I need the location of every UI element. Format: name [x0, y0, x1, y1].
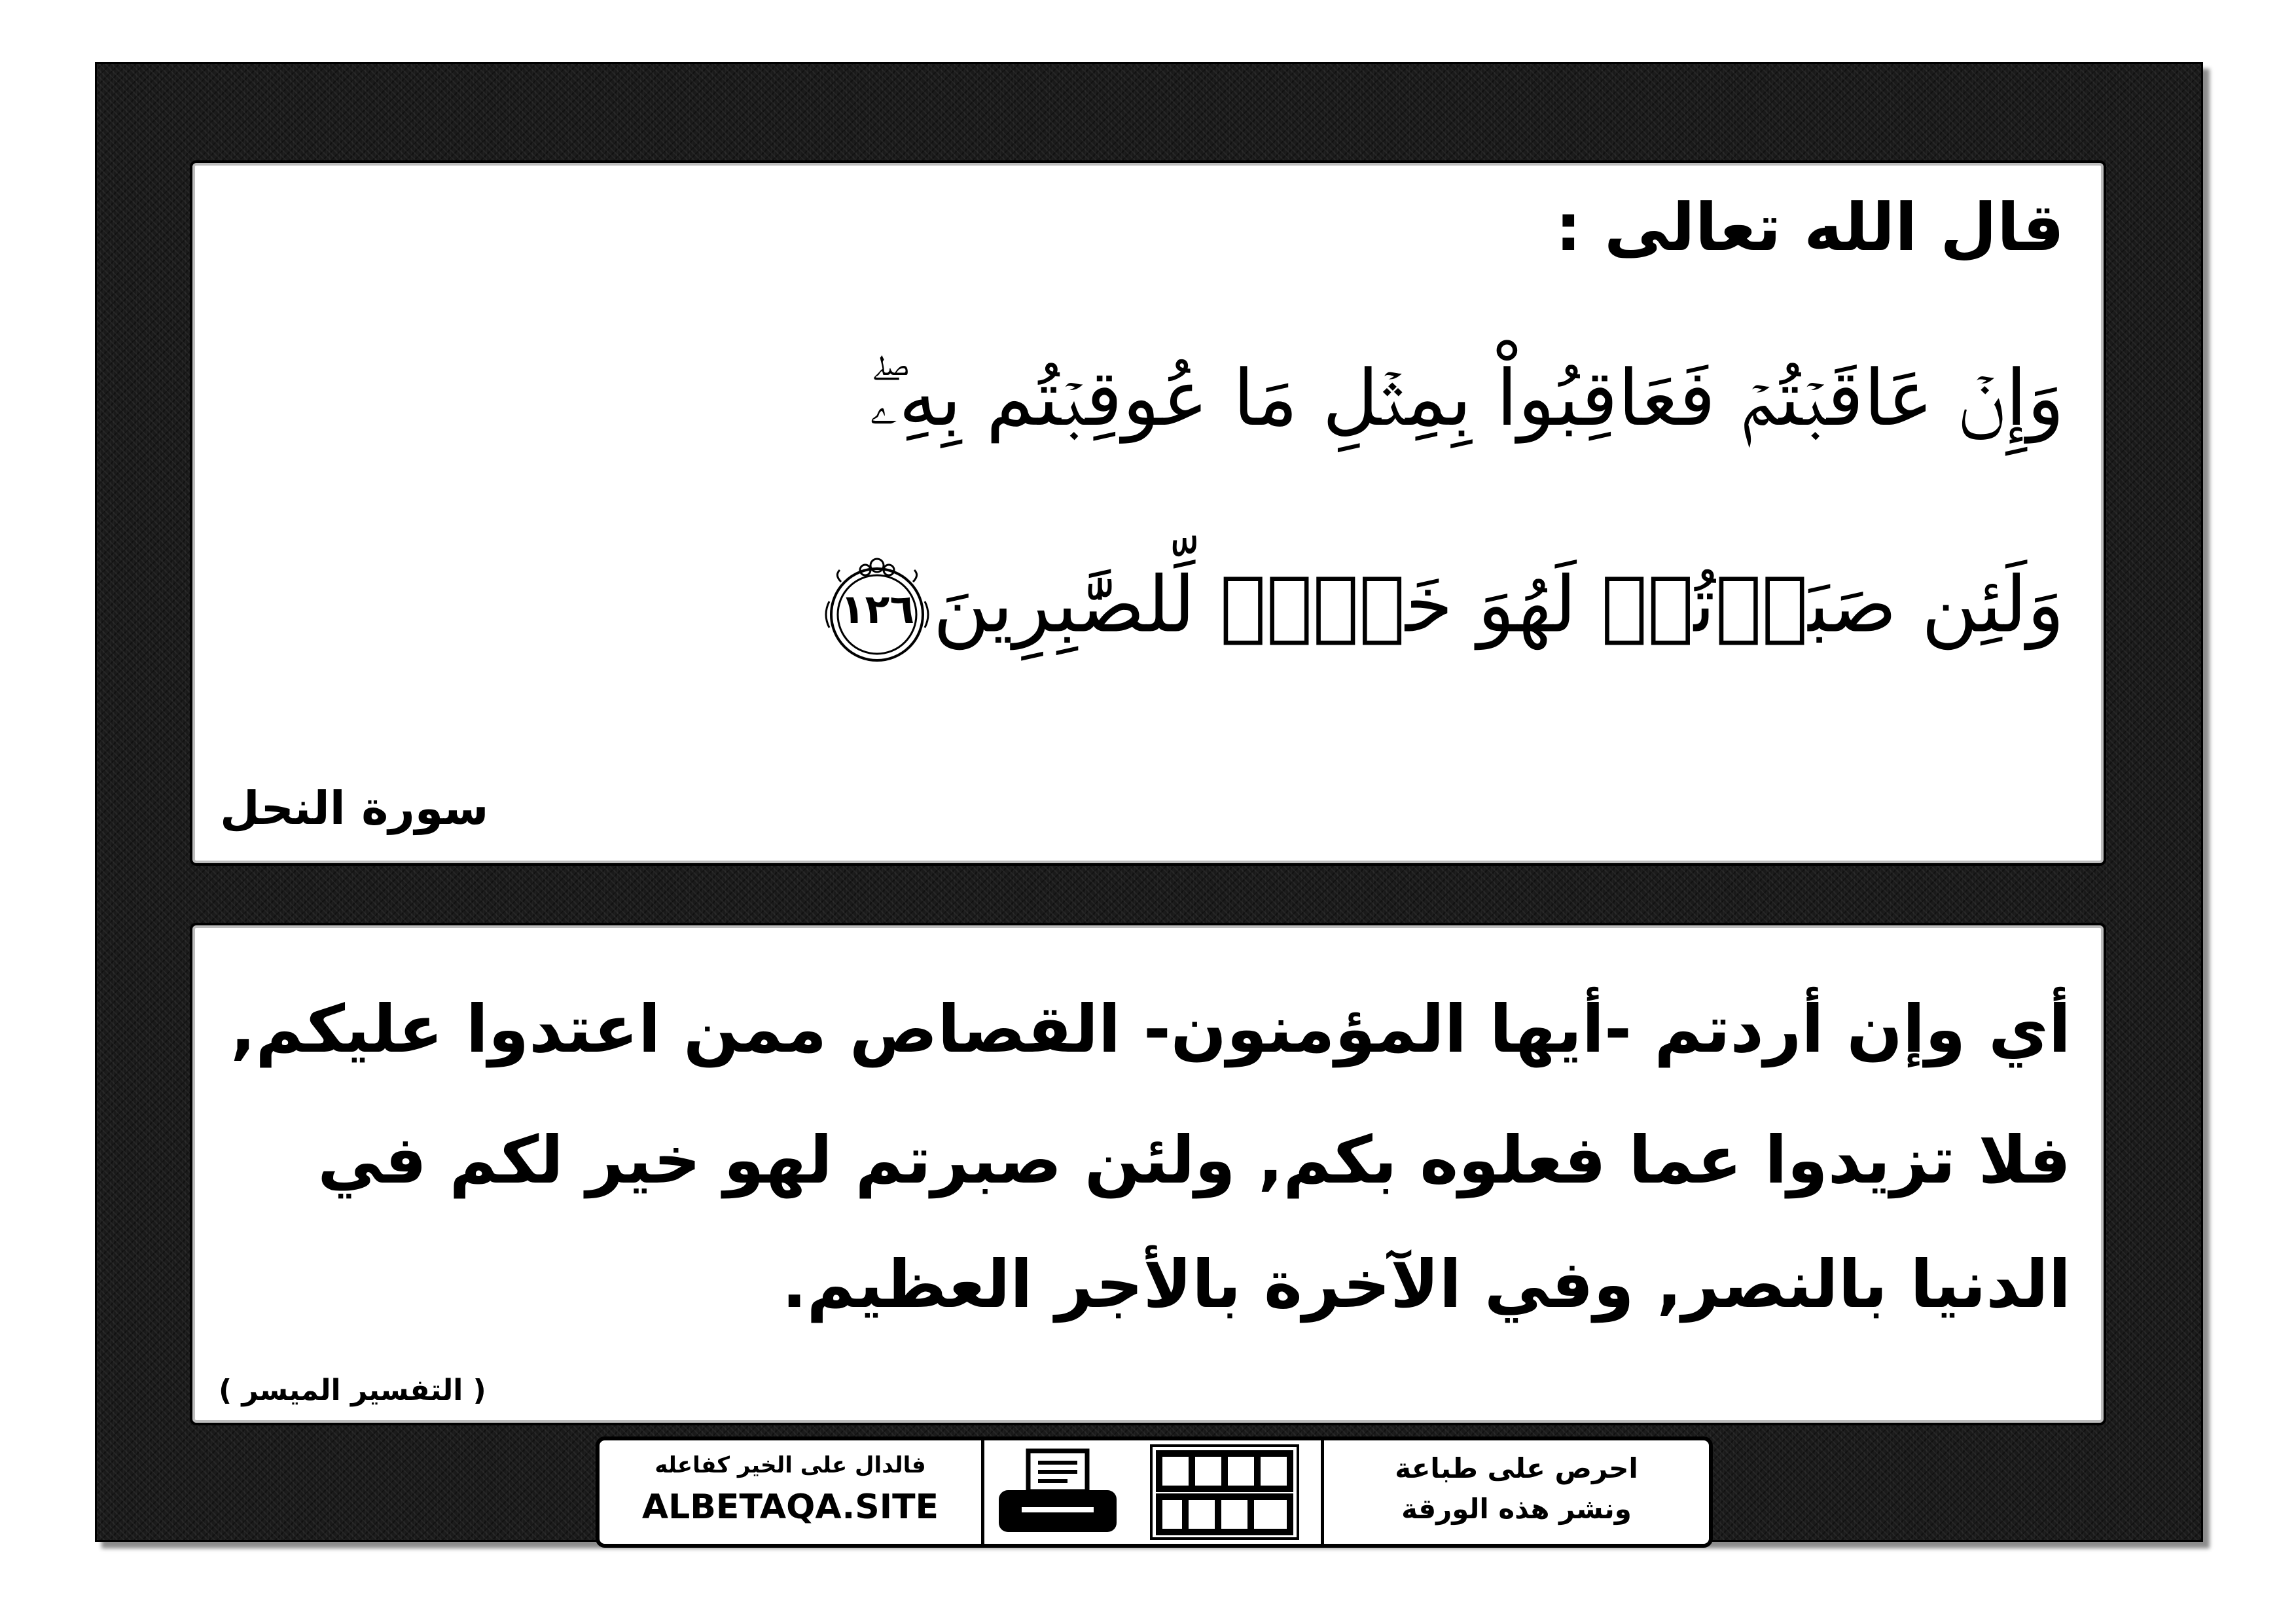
dawat-alwaraqa-logo: [1146, 1442, 1303, 1543]
verse-line-2-container: [808, 556, 2064, 667]
verse-panel: [190, 160, 2106, 866]
footer-right-line-1: احرص على طباعة: [1395, 1452, 1638, 1484]
verse-intro: قال الله تعالى :: [1555, 189, 2064, 266]
tafsir-source: ( التفسير الميسر ): [219, 1374, 486, 1407]
footer-left: [600, 1440, 981, 1544]
footer-right: [1324, 1440, 1709, 1544]
ayah-number: ١٢٦: [840, 585, 915, 633]
printer-icon: [992, 1447, 1123, 1539]
footer-site-link[interactable]: ALBETAQA.SITE: [641, 1488, 939, 1527]
tafsir-line-2: فلا تزيدوا عما فعلوه بكم, ولئن صبرتم لهو خير لكم في: [317, 1122, 2071, 1198]
footer-box: [596, 1436, 1713, 1548]
ayah-marker-icon: [821, 556, 933, 667]
verse-line-2: وَلَئِن صَبَرۡتُمۡ لَهُوَ خَيۡرٞ لِّلصَّٰبِرِينَ: [933, 559, 2064, 650]
footer-divider: [981, 1440, 984, 1544]
tafsir-line-3: الدنيا بالنصر, وفي الآخرة بالأجر العظيم.: [781, 1246, 2071, 1323]
surah-name: سورة النحل: [220, 781, 489, 835]
verse-line-1: وَإِنۡ عَاقَبۡتُمۡ فَعَاقِبُواْ بِمِثۡلِ مَا عُوقِبۡتُم بِهِۦۖ: [869, 353, 2064, 443]
tafsir-panel: [190, 923, 2106, 1425]
tafsir-line-1: أي وإن أردتم -أيها المؤمنون- القصاص ممن اعتدوا عليكم,: [230, 991, 2071, 1067]
footer-right-line-2: ونشر هذه الورقة: [1401, 1493, 1632, 1525]
footer-tagline: فالدال على الخير كفاعله: [655, 1452, 926, 1478]
